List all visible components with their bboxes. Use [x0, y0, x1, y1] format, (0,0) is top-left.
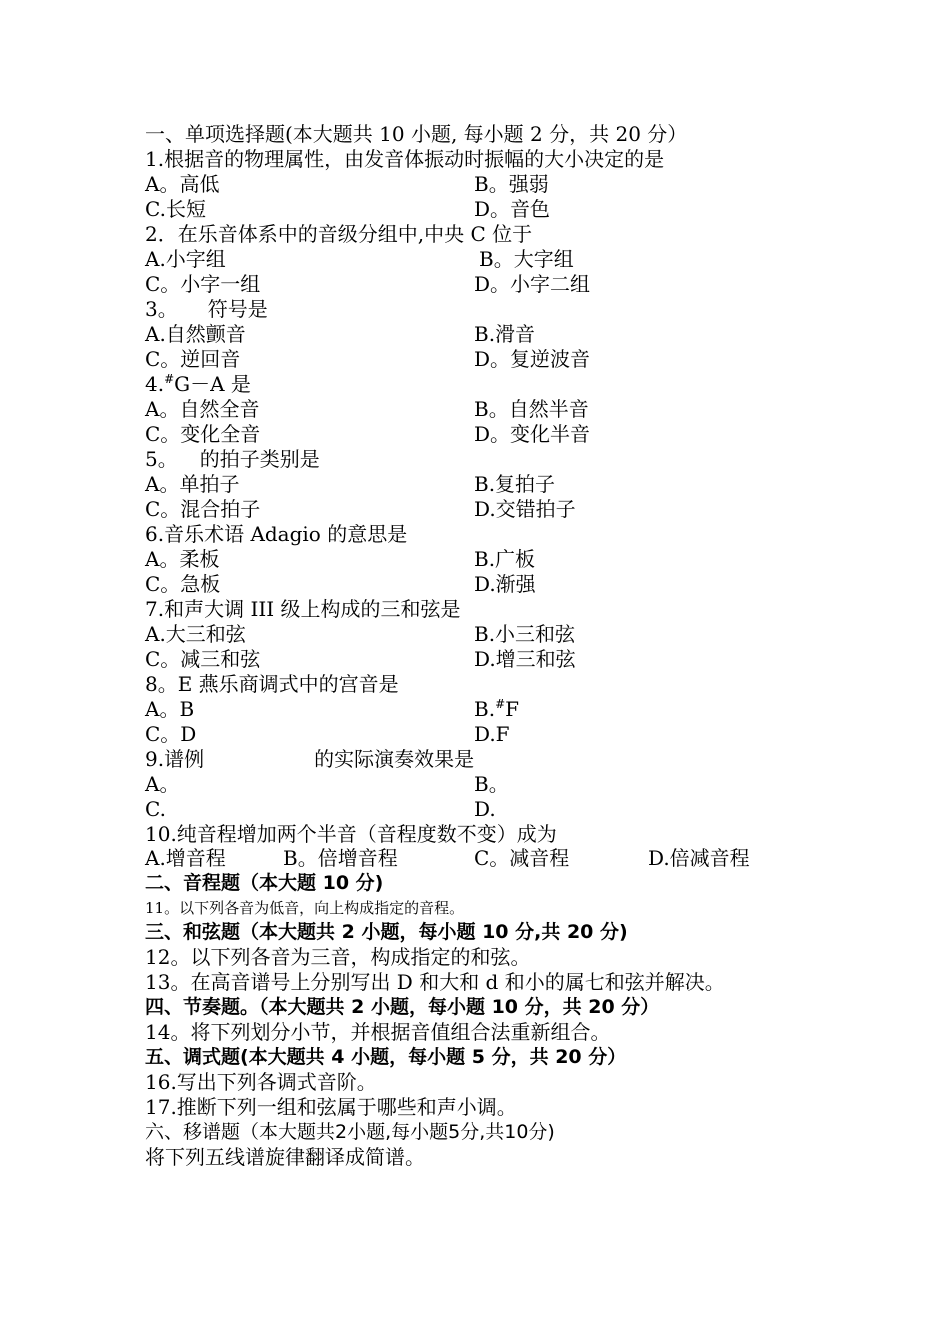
q5-option-b: B.复拍子: [474, 472, 556, 496]
q16-stem: 16.写出下列各调式音阶。: [145, 1070, 377, 1094]
q9-option-b: B。: [474, 772, 509, 796]
q10-stem: 10.纯音程增加两个半音（音程度数不变）成为: [145, 822, 557, 846]
q8-option-c: C。D: [145, 722, 197, 746]
q13-stem: 13。在高音谱号上分别写出 D 和大和 d 和小的属七和弦并解决。: [145, 970, 725, 994]
q10-option-d: D.倍减音程: [648, 846, 750, 870]
q1-stem: 1.根据音的物理属性，由发音体振动时振幅的大小决定的是: [145, 147, 665, 171]
q6-option-a: A。柔板: [145, 547, 220, 571]
section-6-instruction: 将下列五线谱旋律翻译成简谱。: [145, 1145, 425, 1169]
q7-option-a: A.大三和弦: [145, 622, 246, 646]
q4-option-a: A。自然全音: [145, 397, 260, 421]
q2-stem: 2．在乐音体系中的音级分组中,中央 C 位于: [145, 222, 533, 246]
q4-option-c: C。变化全音: [145, 422, 261, 446]
q10-option-c: C。减音程: [474, 846, 570, 870]
sharp-sign: #: [495, 697, 506, 711]
q1-option-d: D。音色: [474, 197, 551, 221]
q8-option-d: D.F: [474, 722, 510, 746]
section-6-title: 六、移谱题（本大题共2小题,每小题5分,共10分): [145, 1121, 555, 1143]
q2-option-d: D。小字二组: [474, 272, 591, 296]
section-5-title: 五、调式题(本大题共 4 小题，每小题 5 分，共 20 分）: [145, 1046, 627, 1068]
q3-stem: [145, 297, 268, 322]
q2-option-a: A.小字组: [145, 247, 226, 271]
q6-option-b: B.广板: [474, 547, 536, 571]
q8-stem: 8。E 燕乐商调式中的宫音是: [145, 672, 399, 696]
q10-option-b: B。倍增音程: [283, 846, 398, 870]
q4-stem-text: G－A 是: [174, 372, 251, 396]
q11-stem: 11。以下列各音为低音，向上构成指定的音程。: [145, 899, 465, 917]
q6-stem: 6.音乐术语 Adagio 的意思是: [145, 522, 408, 546]
q9-option-c: C.: [145, 797, 166, 821]
section-1-title: 一、单项选择题(本大题共 10 小题, 每小题 2 分，共 20 分）: [145, 122, 688, 146]
q9-stem: [145, 747, 474, 772]
section-4-title: 四、节奏题。（本大题共 2 小题，每小题 10 分，共 20 分）: [145, 996, 660, 1018]
q3-option-b: B.滑音: [474, 322, 536, 346]
q14-stem: 14。将下列划分小节，并根据音值组合法重新组合。: [145, 1020, 611, 1044]
q5-number: 5。: [145, 447, 178, 471]
q12-stem: 12。以下列各音为三音，构成指定的和弦。: [145, 945, 531, 969]
q9-option-d: D.: [474, 797, 496, 821]
q5-option-d: D.交错拍子: [474, 497, 576, 521]
q10-option-a: A.增音程: [145, 846, 226, 870]
q8-option-a: A。B: [145, 697, 195, 721]
q1-option-c: C.长短: [145, 197, 206, 221]
q7-option-d: D.增三和弦: [474, 647, 576, 671]
q3-option-a: A.自然颤音: [145, 322, 246, 346]
q7-option-c: C。减三和弦: [145, 647, 261, 671]
q6-option-c: C。急板: [145, 572, 221, 596]
q7-stem: 7.和声大调 III 级上构成的三和弦是: [145, 597, 461, 621]
sharp-sign: #: [164, 372, 175, 386]
q8-option-b-letter: B.: [474, 697, 496, 721]
q8-option-b-note: F: [505, 697, 520, 721]
q5-option-c: C。混合拍子: [145, 497, 261, 521]
q4-option-b: B。自然半音: [474, 397, 589, 421]
q3-option-d: D。复逆波音: [474, 347, 591, 371]
q1-option-a: A。高低: [145, 172, 220, 196]
q4-stem: [145, 372, 251, 400]
q3-number: 3。: [145, 297, 178, 321]
q6-option-d: D.渐强: [474, 572, 536, 596]
q9-option-a: A。: [145, 772, 180, 796]
q7-option-b: B.小三和弦: [474, 622, 576, 646]
q4-option-d: D。变化半音: [474, 422, 591, 446]
q5-stem: [145, 447, 320, 472]
q9-stem-text: 的实际演奏效果是: [314, 747, 475, 771]
section-2-title: 二、音程题（本大题 10 分): [145, 872, 384, 894]
q3-stem-text: 符号是: [207, 297, 268, 321]
q1-option-b: B。强弱: [474, 172, 549, 196]
q2-option-c: C。小字一组: [145, 272, 261, 296]
q3-option-c: C。逆回音: [145, 347, 241, 371]
section-3-title: 三、和弦题（本大题共 2 小题，每小题 10 分,共 20 分): [145, 921, 628, 943]
q17-stem: 17.推断下列一组和弦属于哪些和声小调。: [145, 1095, 517, 1119]
q2-option-b: B。大字组: [479, 247, 574, 271]
q5-stem-text: 的拍子类别是: [199, 447, 320, 471]
q8-option-b: [474, 697, 519, 725]
q4-number: 4.: [145, 372, 165, 396]
q9-number: 9.谱例: [145, 747, 205, 771]
q5-option-a: A。单拍子: [145, 472, 240, 496]
